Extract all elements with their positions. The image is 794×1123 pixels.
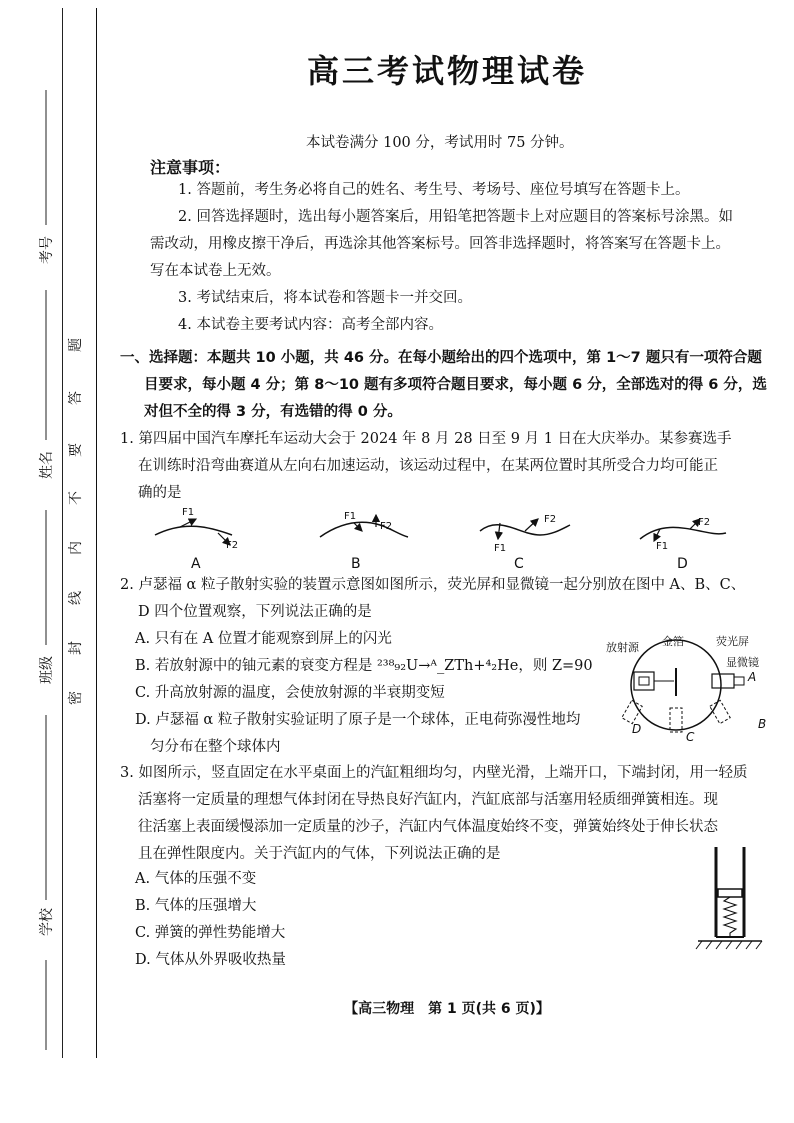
question-1: 1. 第四届中国汽车摩托车运动大会于 2024 年 8 月 28 日至 9 月 1 日在大庆举办。某参赛选手 在训练时沿弯曲赛道从左向右加速运动，该运动过程中，在某两位置时其所受合力均可能正 确的是 xyxy=(120,431,732,501)
force-label: F2 xyxy=(698,517,711,528)
note-item: 2. 回答选择题时，选出每小题答案后，用铅笔把答题卡上对应题目的答案标号涂黑。如需改动，用橡皮擦干净后，再选涂其他答案标号。回答非选择题时，将答案写在答题卡上。写在本试卷上无效。 xyxy=(150,209,733,279)
microscope-label: 显微镜 xyxy=(726,656,759,669)
section-heading: 一、选择题：本题共 10 小题，共 46 分。在每小题给出的四个选项中，第 1～7 题只有一项符合题 目要求，每小题 4 分；第 8～10 题有多项符合题目要求，每小题 6 分，全部选对的得 6 分，选 对但不全的得 3 分，有选错的得 0 分。 xyxy=(120,350,767,420)
field-school[interactable]: 学校 xyxy=(39,908,55,936)
margin-blank-lines xyxy=(0,0,100,1060)
force-label: F1 xyxy=(182,507,195,518)
q2-option-d: D. 卢瑟福 α 粒子散射实验证明了原子是一个球体，正电荷弥漫性地均 xyxy=(135,712,581,728)
q2-option-d-cont: 匀分布在整个球体内 xyxy=(150,739,281,755)
seal-char: 线 xyxy=(68,591,84,605)
field-exam-number[interactable]: 考号 xyxy=(39,236,55,264)
force-label: F1 xyxy=(656,541,669,552)
q3-option-d: D. 气体从外界吸收热量 xyxy=(135,952,286,968)
figure-option-label: A xyxy=(191,556,201,572)
notes-title: 注意事项： xyxy=(150,158,231,177)
page-title: 高三考试物理试卷 xyxy=(306,52,587,90)
position-label-c: C xyxy=(686,730,695,744)
figure-option-label: B xyxy=(351,556,361,572)
question-2: 2. 卢瑟福 α 粒子散射实验的装置示意图如图所示，荧光屏和显微镜一起分别放在图中 A、B、C、 D 四个位置观察，下列说法正确的是 xyxy=(120,577,746,620)
field-name[interactable]: 姓名 xyxy=(39,451,55,479)
position-label-a: A xyxy=(748,670,757,684)
exam-intro: 本试卷满分 100 分，考试用时 75 分钟。 xyxy=(306,135,574,151)
force-label: F2 xyxy=(226,540,239,551)
position-label-b: B xyxy=(758,717,767,731)
force-label: F1 xyxy=(344,511,357,522)
force-label: F2 xyxy=(544,514,557,525)
force-label: F2 xyxy=(380,521,393,532)
q3-option-a: A. 气体的压强不变 xyxy=(135,871,257,887)
figure-option-label: C xyxy=(514,556,524,572)
seal-char: 要 xyxy=(68,443,84,457)
seal-char: 答 xyxy=(68,391,84,405)
note-item: 1. 答题前，考生务必将自己的姓名、考生号、考场号、座位号填写在答题卡上。 xyxy=(178,182,690,198)
seal-char: 封 xyxy=(68,641,84,655)
note-item: 4. 本试卷主要考试内容：高考全部内容。 xyxy=(178,317,443,333)
force-label: F1 xyxy=(494,543,507,554)
note-item: 3. 考试结束后，将本试卷和答题卡一并交回。 xyxy=(178,290,472,306)
question-3: 3. 如图所示，竖直固定在水平桌面上的汽缸粗细均匀，内壁光滑，上端开口，下端封闭，用一轻质 活塞将一定质量的理想气体封闭在导热良好汽缸内，汽缸底部与活塞用轻质细弹簧相连。现 往活塞上表面缓慢添加一定质量的沙子，汽缸内气体温度始终不变，弹簧始终处于伸长状态 且在弹性限度内。关于汽缸内的气体，下列说法正确的是 xyxy=(120,765,748,862)
seal-char: 内 xyxy=(68,541,84,555)
foil-label: 金箔 xyxy=(662,635,684,648)
field-class[interactable]: 班级 xyxy=(39,656,55,684)
position-label-d: D xyxy=(632,722,642,736)
q2-option-c: C. 升高放射源的温度，会使放射源的半衰期变短 xyxy=(135,685,445,701)
source-label: 放射源 xyxy=(606,641,639,654)
screen-label: 荧光屏 xyxy=(716,635,749,648)
q2-option-a: A. 只有在 A 位置才能观察到屏上的闪光 xyxy=(135,631,392,647)
seal-char: 密 xyxy=(68,691,84,705)
q3-option-b: B. 气体的压强增大 xyxy=(135,898,257,914)
q2-option-b: B. 若放射源中的铀元素的衰变方程是 ²³⁸₉₂U→ᴬ_ZTh+⁴₂He，则 Z=90 xyxy=(135,658,593,674)
page-footer: 【高三物理 第 1 页(共 6 页)】 xyxy=(344,1001,550,1017)
figure-option-label: D xyxy=(677,556,688,572)
q3-option-c: C. 弹簧的弹性势能增大 xyxy=(135,925,286,941)
binding-margin xyxy=(0,0,100,1060)
seal-char: 不 xyxy=(68,491,84,505)
cylinder-spring-diagram xyxy=(690,845,770,960)
seal-char: 题 xyxy=(68,338,84,352)
